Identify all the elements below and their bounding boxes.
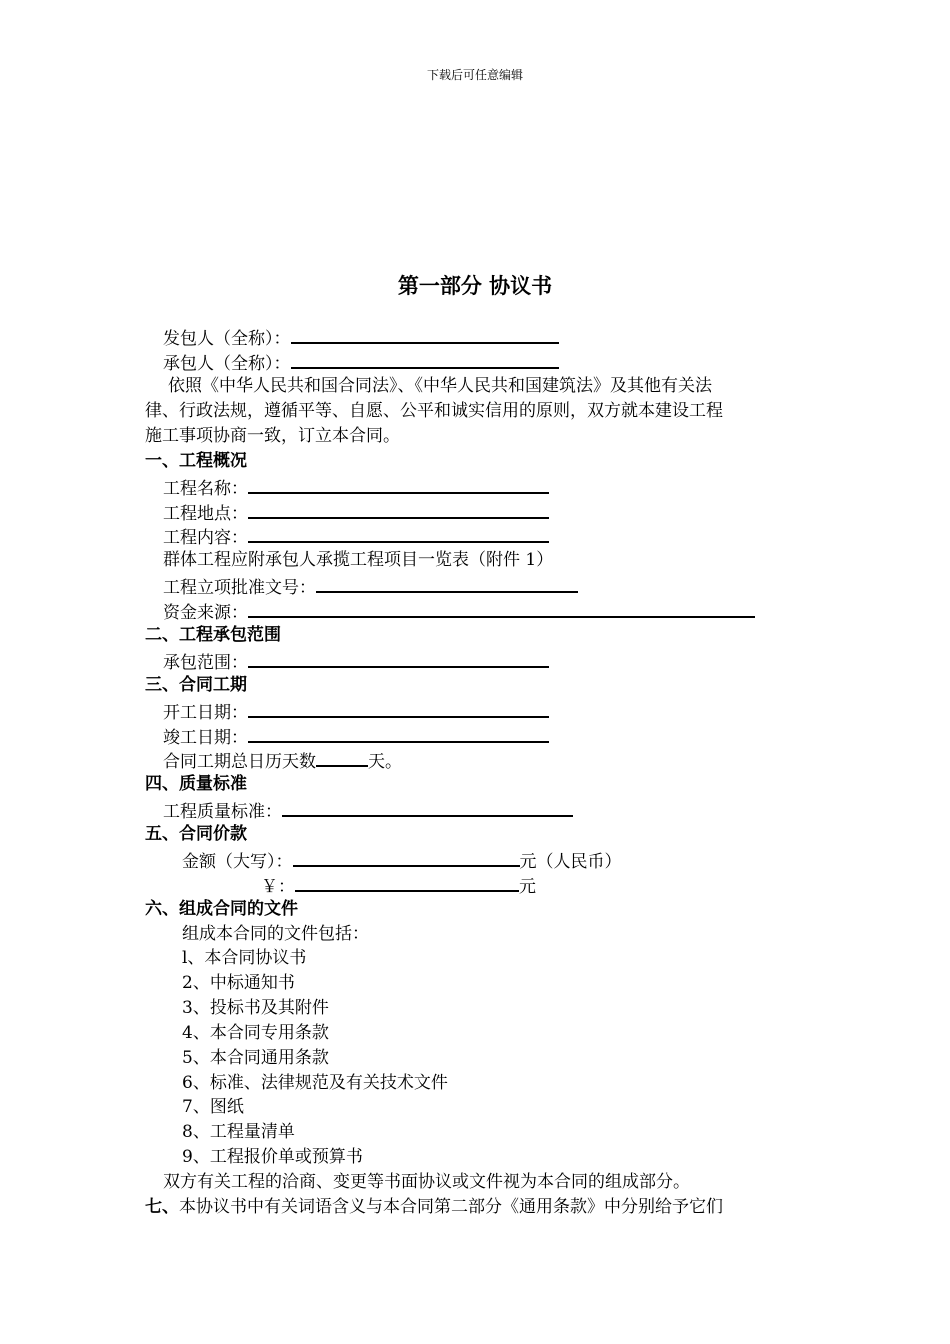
document-item: 2、中标通知书 xyxy=(182,973,295,993)
amount-words-suffix: 元（人民币） xyxy=(519,852,622,872)
end-date-blank[interactable] xyxy=(248,723,549,743)
amount-figure-label: ￥： xyxy=(261,877,295,897)
section-6-heading: 六、组成合同的文件 xyxy=(145,899,298,919)
document-item: 7、图纸 xyxy=(182,1097,244,1117)
amount-figure-blank[interactable] xyxy=(295,872,519,892)
project-content-label: 工程内容： xyxy=(163,528,248,548)
scope-blank[interactable] xyxy=(248,648,549,668)
section-7-row xyxy=(145,1195,723,1219)
project-location-label: 工程地点： xyxy=(163,504,248,524)
start-date-blank[interactable] xyxy=(248,698,549,718)
employer-label: 发包人（全称）： xyxy=(163,329,291,349)
start-date-row xyxy=(163,698,549,725)
amount-words-label: 金额（大写）： xyxy=(182,852,293,872)
employer-row xyxy=(163,324,559,351)
document-item: 4、本合同专用条款 xyxy=(182,1023,329,1043)
section-7-number: 七、 xyxy=(145,1197,179,1217)
page-title: 第一部分 协议书 xyxy=(397,274,553,298)
total-days-suffix: 天。 xyxy=(368,752,402,772)
document-item: 6、标准、法律规范及有关技术文件 xyxy=(182,1073,448,1093)
documents-intro: 组成本合同的文件包括： xyxy=(182,924,369,944)
total-days-blank[interactable] xyxy=(316,747,368,767)
funding-blank[interactable] xyxy=(248,598,755,618)
employer-blank[interactable] xyxy=(291,324,559,344)
intro-line-1: 依照《中华人民共和国合同法》、《中华人民共和国建筑法》及其他有关法 xyxy=(168,376,712,396)
section-1-heading: 一、工程概况 xyxy=(145,451,247,471)
project-name-label: 工程名称： xyxy=(163,479,248,499)
page-header: 下载后可任意编辑 xyxy=(426,68,523,82)
group-project-note: 群体工程应附承包人承揽工程项目一览表（附件 1） xyxy=(163,550,554,570)
contractor-row xyxy=(163,349,559,376)
funding-row xyxy=(163,598,755,625)
amount-figure-suffix: 元 xyxy=(519,877,536,897)
amount-words-row xyxy=(182,847,622,874)
document-item: 9、工程报价单或预算书 xyxy=(182,1147,363,1167)
document-item: 3、投标书及其附件 xyxy=(182,998,329,1018)
documents-closing: 双方有关工程的洽商、变更等书面协议或文件视为本合同的组成部分。 xyxy=(163,1172,690,1192)
contractor-blank[interactable] xyxy=(291,349,559,369)
section-2-heading: 二、工程承包范围 xyxy=(145,625,281,645)
project-content-row xyxy=(163,523,549,550)
scope-row xyxy=(163,648,549,675)
project-content-blank[interactable] xyxy=(248,523,549,543)
amount-figure-row xyxy=(261,872,536,899)
quality-row xyxy=(163,797,573,824)
document-item: 8、工程量清单 xyxy=(182,1122,295,1142)
section-7-text: 本协议书中有关词语含义与本合同第二部分《通用条款》中分别给予它们 xyxy=(179,1197,723,1217)
amount-words-blank[interactable] xyxy=(293,847,520,867)
project-name-row xyxy=(163,474,549,501)
end-date-label: 竣工日期： xyxy=(163,728,248,748)
total-days-prefix: 合同工期总日历天数 xyxy=(163,752,316,772)
project-location-row xyxy=(163,499,549,526)
section-4-heading: 四、质量标准 xyxy=(145,774,247,794)
quality-label: 工程质量标准： xyxy=(163,802,282,822)
document-item: 5、本合同通用条款 xyxy=(182,1048,329,1068)
document-item: l、本合同协议书 xyxy=(182,948,307,968)
quality-blank[interactable] xyxy=(282,797,573,817)
start-date-label: 开工日期： xyxy=(163,703,248,723)
project-location-blank[interactable] xyxy=(248,499,549,519)
approval-row xyxy=(163,573,578,600)
section-3-heading: 三、合同工期 xyxy=(145,675,247,695)
scope-label: 承包范围： xyxy=(163,653,248,673)
intro-line-3: 施工事项协商一致，订立本合同。 xyxy=(145,426,400,446)
end-date-row xyxy=(163,723,549,750)
approval-blank[interactable] xyxy=(316,573,578,593)
total-days-row xyxy=(163,747,402,774)
approval-label: 工程立项批准文号： xyxy=(163,578,316,598)
intro-line-2: 律、行政法规，遵循平等、自愿、公平和诚实信用的原则，双方就本建设工程 xyxy=(145,401,723,421)
funding-label: 资金来源： xyxy=(163,603,248,623)
project-name-blank[interactable] xyxy=(248,474,549,494)
section-5-heading: 五、合同价款 xyxy=(145,824,247,844)
contractor-label: 承包人（全称）： xyxy=(163,354,291,374)
